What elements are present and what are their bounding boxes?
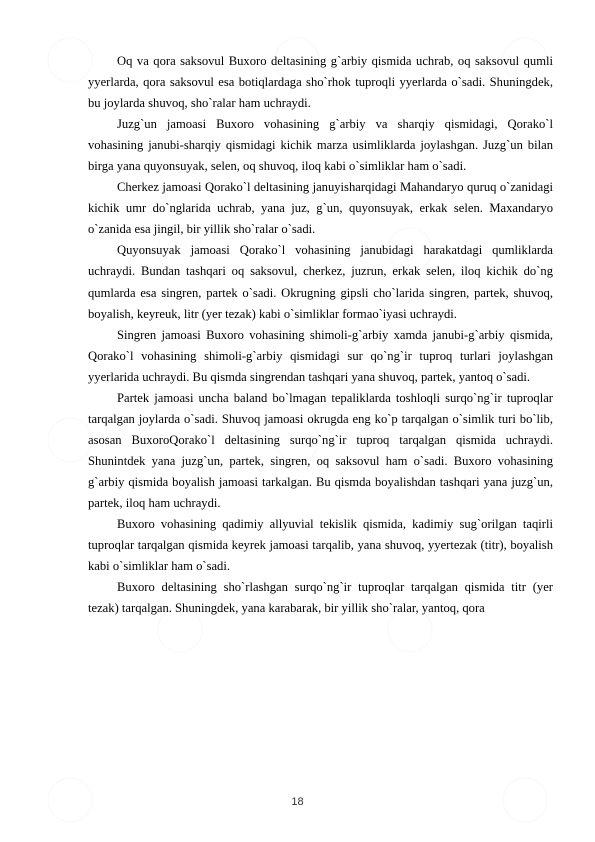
paragraph-5: Singren jamoasi Buxoro vohasining shimoli-g`arbiy xamda janubi-g`arbiy qismida, Qorako`l vohasining shimoli-g`arbiy qismidagi sur qo`ng`ir tuproq turlari joylashgan yyerlarida uchraydi. Bu qismda singrendan tashqari yana shuvoq, partek, yantoq o`sadi. [88, 327, 553, 384]
page-body [88, 51, 553, 619]
paragraph-6: Partek jamoasi uncha baland bo`lmagan tepaliklarda toshloqli surqo`ng`ir tuproqlar tarqalgan joylarda o`sadi. Shuvoq jamoasi okrugda eng ko`p tarqalgan o`simlik turi bo`lib, asosan BuxoroQorako`l deltasining surqo`ng`ir tuproq tarqalgan qismida uchraydi. Shunintdek yana juzg`un, partek, singren, oq saksovul ham o`sadi. Buxoro vohasining g`arbiy qismida boyalish jamoasi tarkalgan. Bu qismda boyalishdan tashqari yana juzg`un, partek, iloq ham uchraydi. [88, 390, 553, 510]
paragraph-1: Oq va qora saksovul Buxoro deltasining g`arbiy qismida uchrab, oq saksovul qumli yyerlarda, qora saksovul esa botiqlardaga sho`rhok tuproqli yyerlarda o`sadi. Shuningdek, bu joylarda shuvoq, sho`ralar ham uchraydi. [88, 54, 553, 111]
paragraph-4: Quyonsuyak jamoasi Qorako`l vohasining janubidagi harakatdagi qumliklarda uchraydi. Bundan tashqari oq saksovul, cherkez, juzrun, erkak selen, iloq kichik do`ng qumlarda esa singren, partek o`sadi. Okrugning gipsli cho`larida singren, partek, shuvoq, boyalish, keyreuk, litr (yer tezak) kabi o`simliklar formao`iyasi uchraydi. [88, 243, 553, 321]
paragraph-3: Cherkez jamoasi Qorako`l deltasining januyisharqidagi Mahandaryo quruq o`zanidagi kichik umr do`nglarida uchrab, yana juz, g`un, quyonsuyak, erkak selen. Maxandaryo o`zanida esa jingil, bir yillik sho`ralar o`sadi. [88, 180, 553, 237]
paragraph-2: Juzg`un jamoasi Buxoro vohasining g`arbiy va sharqiy qismidagi, Qorako`l vohasining janubi-sharqiy qismidagi kichik marza usimliklarda joylashgan. Juzg`un bilan birga yana quyonsuyak, selen, oq shuvoq, iloq kabi o`simliklar ham o`sadi. [88, 117, 553, 174]
paragraph-8: Buxoro deltasining sho`rlashgan surqo`ng`ir tuproqlar tarqalgan qismida titr (yer tezak) tarqalgan. Shuningdek, yana karabarak, bir yillik sho`ralar, yantoq, qora [88, 580, 553, 616]
page-number: 18 [291, 796, 304, 808]
paragraph-7: Buxoro vohasining qadimiy allyuvial tekislik qismida, kadimiy sug`orilgan taqirli tuproqlar tarqalgan qismida keyrek jamoasi tarqalib, yana shuvoq, yyertezak (titr), boyalish kabi o`simliklar ham o`sadi. [88, 517, 553, 574]
